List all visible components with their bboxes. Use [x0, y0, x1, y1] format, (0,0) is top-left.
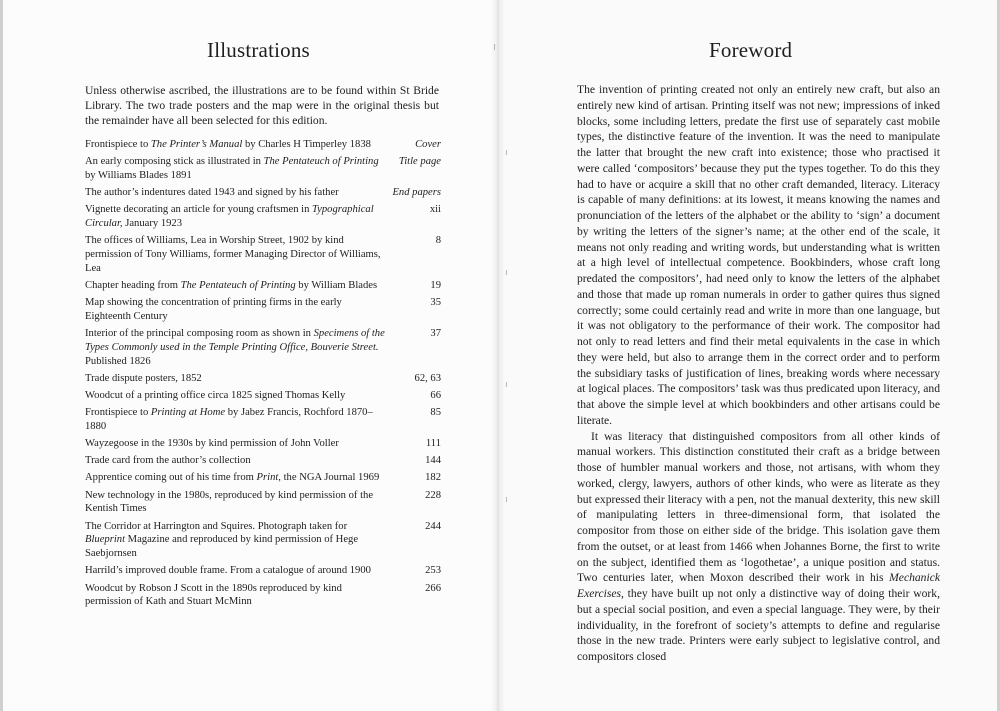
illustration-page-number: 85	[430, 407, 441, 419]
illustration-page-number: 66	[430, 390, 441, 402]
caption-text: Frontispiece to	[85, 407, 151, 419]
gutter-mark	[506, 270, 507, 275]
illustration-item	[85, 454, 441, 468]
illustration-item	[85, 327, 441, 369]
caption-text: New technology in the 1980s, reproduced by kind permission of the Kentish Times	[85, 489, 374, 515]
illustration-page-number: 62, 63	[414, 373, 441, 385]
gutter-mark	[506, 150, 507, 155]
illustration-item	[85, 437, 441, 451]
illustrations-intro: Unless otherwise ascribed, the illustrations are to be found within St Bride Library. The two trade posters and the map were in the original thesis but the remainder have all been selected for this edition.	[85, 84, 439, 128]
illustration-item	[85, 186, 441, 200]
caption-italic-text: Blueprint	[85, 534, 126, 546]
caption-text: by Williams Blades 1891	[85, 170, 192, 181]
illustration-item	[85, 372, 441, 386]
caption-text: Woodcut of a printing office circa 1825 signed Thomas Kelly	[85, 390, 346, 402]
caption-text: Chapter heading from	[85, 280, 181, 292]
illustration-page-number: Cover	[415, 139, 441, 150]
illustration-item	[85, 296, 441, 324]
caption-text: Vignette decorating an article for young craftsmen in	[85, 204, 313, 216]
illustration-page-number: 182	[425, 472, 441, 484]
foreword-italic-text: Mechanick Exercises,	[577, 571, 940, 600]
caption-italic-text: Printing at Home	[150, 407, 226, 419]
caption-text: by William Blades	[295, 280, 378, 292]
illustration-caption	[85, 437, 385, 451]
caption-italic-text: The Printer’s Manual	[150, 139, 243, 150]
book-gutter	[491, 0, 505, 711]
foreword-text: The invention of printing created not only an entirely new craft, but also an entirely new kind of artisan. Printing itself was not new; impressions of inked blocks, some including letters, predate the first use of separately cast mobile types, the distinctive feature of the invention. It was the need to manipulate the latter that brought the new craft into existence; those who practised it were called ‘compositors’ because they put the types together. To do this they had to have or acquire a skill that no other craft demanded, literacy. Literacy is capable of many definitions: at its lowest, it means knowing the names and pronunciation of the letters of the alphabet or the ability to ‘sign’ a document by writing the letters of the signer’s name; at the other end of the scale, it means not only reading and writing words, but understanding what is written at a high level of intellectual competence. Bookbinders, whose craft long predated the compositors’, had need only to know the letters of the alphabet and those that made up roman numerals in order to gather quires thus signed correctly; some could certainly read and write in more than one language, but it was not obligatory to the performance of their work. The compositor had not only to read letters and find their metal equivalents in the case in which they were held, but also to arrange them in the correct order and to perform the subsidiary tasks of justification of lines, breaking words where necessary at logical places. The compositors’ task was thus predicated upon literacy, and that above the simple level at which bookbinders and other artisans could be literate.	[577, 83, 940, 427]
illustration-item	[85, 279, 441, 293]
foreword-paragraph	[577, 82, 940, 429]
illustration-page-number: 8	[435, 235, 441, 247]
caption-text: The offices of Williams, Lea in Worship Street, 1902 by kind permission of Tony Williams, former Managing Director of Williams, Lea	[85, 235, 381, 274]
foreword-title: Foreword	[709, 38, 793, 62]
foreword-paragraph	[577, 429, 940, 665]
illustration-caption	[85, 155, 385, 183]
caption-italic-text: The Pentateuch of Printing	[263, 156, 379, 168]
caption-text: Woodcut by Robson J Scott in the 1890s reproduced by kind permission of Kath and Stuart McMinn	[85, 582, 342, 608]
caption-italic-text: The Pentateuch of Printing	[180, 280, 296, 292]
illustration-caption	[85, 372, 385, 386]
illustration-caption	[85, 471, 385, 485]
caption-text: the NGA Journal 1969	[280, 472, 380, 484]
caption-text: Harrild’s improved double frame. From a catalogue of around 1900	[85, 565, 371, 577]
illustration-caption	[85, 203, 385, 231]
illustration-caption	[85, 186, 385, 200]
caption-text: The author’s indentures dated 1943 and signed by his father	[85, 187, 339, 199]
illustration-caption	[85, 327, 385, 369]
caption-text: Wayzegoose in the 1930s by kind permission of John Voller	[85, 438, 339, 450]
illustration-item	[85, 489, 441, 517]
illustration-page-number: 266	[425, 582, 441, 594]
foreword-text: It was literacy that distinguished compositors from all other kinds of manual workers. This distinction constituted their craft as a bridge between those of humbler manual workers and those, not artisans, with whom they worked, clergy, lawyers, authors of other kinds, who were as literate as they but expressed their literacy with a pen, not the manual dexterity, this new skill of manipulating letters in three-dimensional form, that isolated the compositor from those on either side of the bridge. This isolation gave them from the outset, or at least from 1466 when Johannes Borne, the first to write on the subject, identified them as ‘logothetae’, a unique position and status. Two centuries later, when Moxon described their work in his	[577, 429, 940, 585]
caption-text: Published 1826	[85, 356, 151, 367]
caption-text: Apprentice coming out of his time from	[85, 472, 257, 484]
illustration-caption	[85, 582, 385, 610]
foreword-text: they have built up not only a distinctive way of doing their work, but a special social position, and even a special language. They were, by their individuality, in the forefront of society’s attempts to define and regularise those in the new trade. Printers were early subject to legislative control, and compositors closed	[577, 587, 940, 663]
illustration-item	[85, 406, 441, 434]
page-edge-left	[0, 0, 3, 711]
illustration-caption	[85, 406, 385, 434]
caption-text: Trade card from the author’s collection	[85, 455, 251, 467]
caption-italic-text: Typographical Circular,	[85, 204, 374, 230]
caption-text: Magazine and reproduced by kind permission of Hege Saebjornsen	[85, 534, 359, 560]
illustration-caption	[85, 234, 385, 276]
illustration-page-number: 144	[425, 455, 441, 467]
illustration-caption	[85, 138, 385, 152]
illustration-page-number: 111	[425, 438, 441, 450]
caption-text: Frontispiece to	[85, 139, 151, 150]
illustration-page-number: 19	[430, 280, 441, 292]
illustration-page-number: 35	[430, 297, 441, 309]
foreword-body	[577, 82, 940, 665]
illustration-caption	[85, 296, 385, 324]
illustration-caption	[85, 520, 385, 562]
caption-italic-text: Print,	[256, 472, 281, 484]
illustration-item	[85, 582, 441, 610]
right-page	[497, 0, 1000, 711]
illustration-page-number: Title page	[398, 156, 441, 168]
illustration-item	[85, 389, 441, 403]
illustration-item	[85, 520, 441, 562]
caption-text: Trade dispute posters, 1852	[85, 373, 202, 385]
illustrations-list	[85, 138, 441, 613]
gutter-mark	[506, 497, 507, 502]
caption-text: An early composing stick as illustrated in	[85, 156, 264, 168]
illustration-caption	[85, 279, 385, 293]
illustration-page-number: End papers	[392, 187, 441, 199]
illustration-item	[85, 234, 441, 276]
illustration-caption	[85, 564, 385, 578]
illustrations-title: Illustrations	[207, 38, 310, 62]
illustration-item	[85, 138, 441, 152]
gutter-mark	[506, 382, 507, 387]
illustration-caption	[85, 489, 385, 517]
illustration-item	[85, 203, 441, 231]
illustration-item	[85, 471, 441, 485]
caption-text: Interior of the principal composing room as shown in	[85, 328, 314, 340]
illustration-caption	[85, 454, 385, 468]
illustration-page-number: 253	[425, 565, 441, 577]
illustration-caption	[85, 389, 385, 403]
illustration-item	[85, 155, 441, 183]
caption-text: by Jabez Francis, Rochford 1870–1880	[85, 407, 373, 433]
caption-italic-text: Specimens of the Types Commonly used in the Temple Printing Office, Bouverie Street.	[85, 328, 385, 354]
illustration-page-number: xii	[429, 204, 441, 216]
illustration-item	[85, 564, 441, 578]
caption-text: Map showing the concentration of printing firms in the early Eighteenth Century	[85, 297, 342, 323]
left-page	[0, 0, 497, 711]
illustration-page-number: 244	[425, 520, 441, 532]
caption-text: The Corridor at Harrington and Squires. Photograph taken for	[85, 520, 348, 532]
illustration-page-number: 37	[430, 328, 441, 340]
caption-text: by Charles H Timperley 1838	[242, 139, 371, 150]
illustration-page-number: 228	[425, 489, 441, 501]
caption-text: January 1923	[122, 218, 183, 230]
